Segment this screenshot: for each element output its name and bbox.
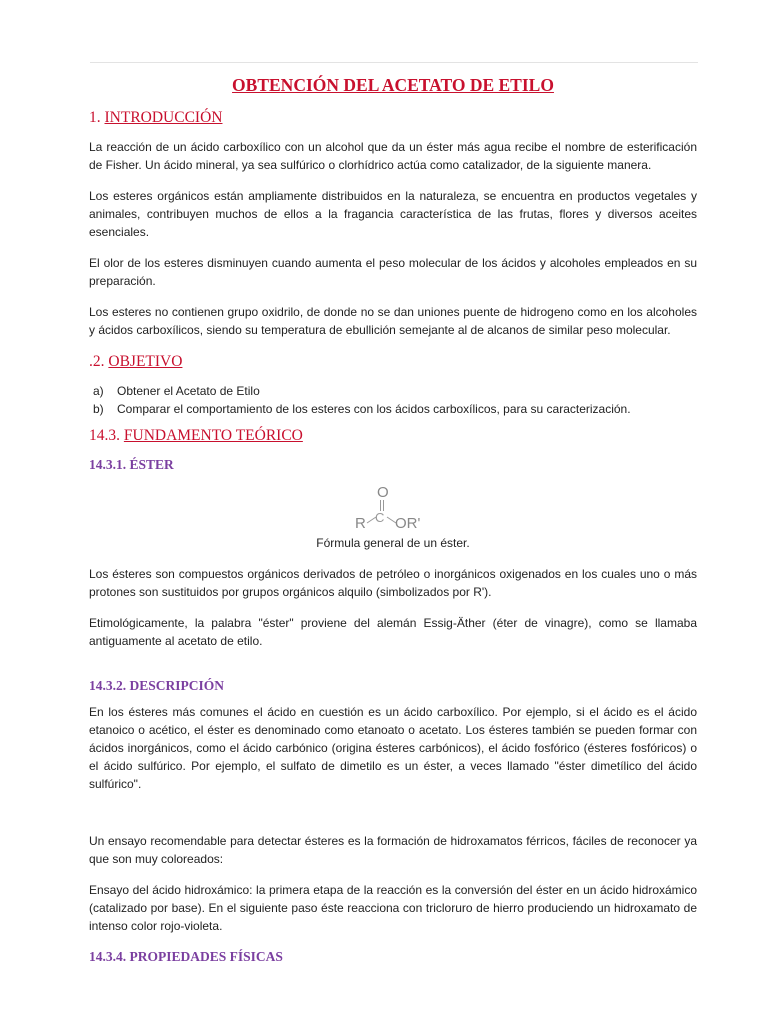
section-number: .2. [89, 353, 105, 370]
oxygen-label: O [377, 484, 389, 501]
section-heading-objetivo [89, 352, 697, 372]
section-heading-fundamento [89, 426, 697, 446]
subsection-heading-propiedades: 14.3.4. PROPIEDADES FÍSICAS [89, 949, 283, 964]
paragraph: Un ensayo recomendable para detectar ésteres es la formación de hidroxamatos férricos, fáciles de reconocer ya que son muy coloreados: [89, 834, 697, 866]
paragraph: Etimológicamente, la palabra "éster" proviene del alemán Essig-Äther (éter de vinagre), como se llamaba antiguamente al acetato de etilo. [89, 616, 697, 648]
list-text: Obtener el Acetato de Etilo [117, 384, 260, 398]
section-heading-introduccion [89, 108, 697, 128]
ester-structure-diagram [351, 482, 441, 532]
list-item [89, 400, 697, 418]
section-label: FUNDAMENTO TEÓRICO [123, 427, 303, 444]
top-divider [90, 62, 698, 63]
document-title: OBTENCIÓN DEL ACETATO DE ETILO [232, 75, 554, 95]
section-number: 1. [89, 109, 101, 126]
or-group-label: OR' [395, 515, 421, 532]
paragraph: En los ésteres más comunes el ácido en cuestión es un ácido carboxílico. Por ejemplo, si el ácido es el ácido etanoico o acético, el éster es denominado como etanoato o acetato. Los ésteres también se pueden formar con ácidos inorgánicos, como el ácido carbónico (origina ésteres carbónicos), el ácido fosfórico (ésteres fosfóricos) o el ácido sulfúrico. Por ejemplo, el sulfato de dimetilo es un éster, a veces llamado "éster dimetílico del ácido sulfúrico". [89, 705, 697, 791]
document-content [89, 74, 697, 974]
list-text: Comparar el comportamiento de los esteres con los ácidos carboxílicos, para su caracterización. [117, 402, 631, 416]
list-marker: a) [93, 384, 104, 398]
section-number: 14.3. [89, 427, 120, 444]
subsection-heading-ester: 14.3.1. ÉSTER [89, 457, 174, 472]
paragraph: El olor de los esteres disminuyen cuando aumenta el peso molecular de los ácidos y alcoholes empleados en su preparación. [89, 256, 697, 288]
paragraph: Ensayo del ácido hidroxámico: la primera etapa de la reacción es la conversión del éster en un ácido hidroxámico (catalizado por base). En el siguiente paso éste reacciona con tricloruro de hierro produciendo un hidroxamato de intenso color rojo-violeta. [89, 883, 697, 933]
paragraph: La reacción de un ácido carboxílico con un alcohol que da un éster más agua recibe el nombre de esterificación de Fisher. Un ácido mineral, ya sea sulfúrico o clorhídrico actúa como catalizador, de la siguiente manera. [89, 140, 697, 172]
ester-formula [89, 482, 697, 530]
formula-caption: Fórmula general de un éster. [316, 536, 470, 550]
list-marker: b) [93, 402, 104, 416]
objectives-list [89, 382, 697, 418]
section-label: INTRODUCCIÓN [104, 109, 223, 126]
subsection-heading-descripcion: 14.3.2. DESCRIPCIÓN [89, 678, 225, 693]
r-group-label: R [355, 515, 366, 532]
carbon-label: C [375, 510, 385, 525]
paragraph: Los ésteres son compuestos orgánicos derivados de petróleo o inorgánicos oxigenados en los cuales uno o más protones son sustituidos por grupos orgánicos alquilo (simbolizados por R'). [89, 567, 697, 599]
paragraph: Los esteres no contienen grupo oxidrilo, de donde no se dan uniones puente de hidrogeno como en los alcoholes y ácidos carboxílicos, siendo su temperatura de ebullición semejante al de alcanos de similar peso molecular. [89, 305, 697, 337]
section-label: OBJETIVO [108, 353, 183, 370]
list-item [89, 382, 697, 400]
paragraph: Los esteres orgánicos están ampliamente distribuidos en la naturaleza, se encuentra en productos vegetales y animales, contribuyen muchos de ellos a la fragancia característica de las frutas, flores y diversos aceites esenciales. [89, 189, 697, 239]
